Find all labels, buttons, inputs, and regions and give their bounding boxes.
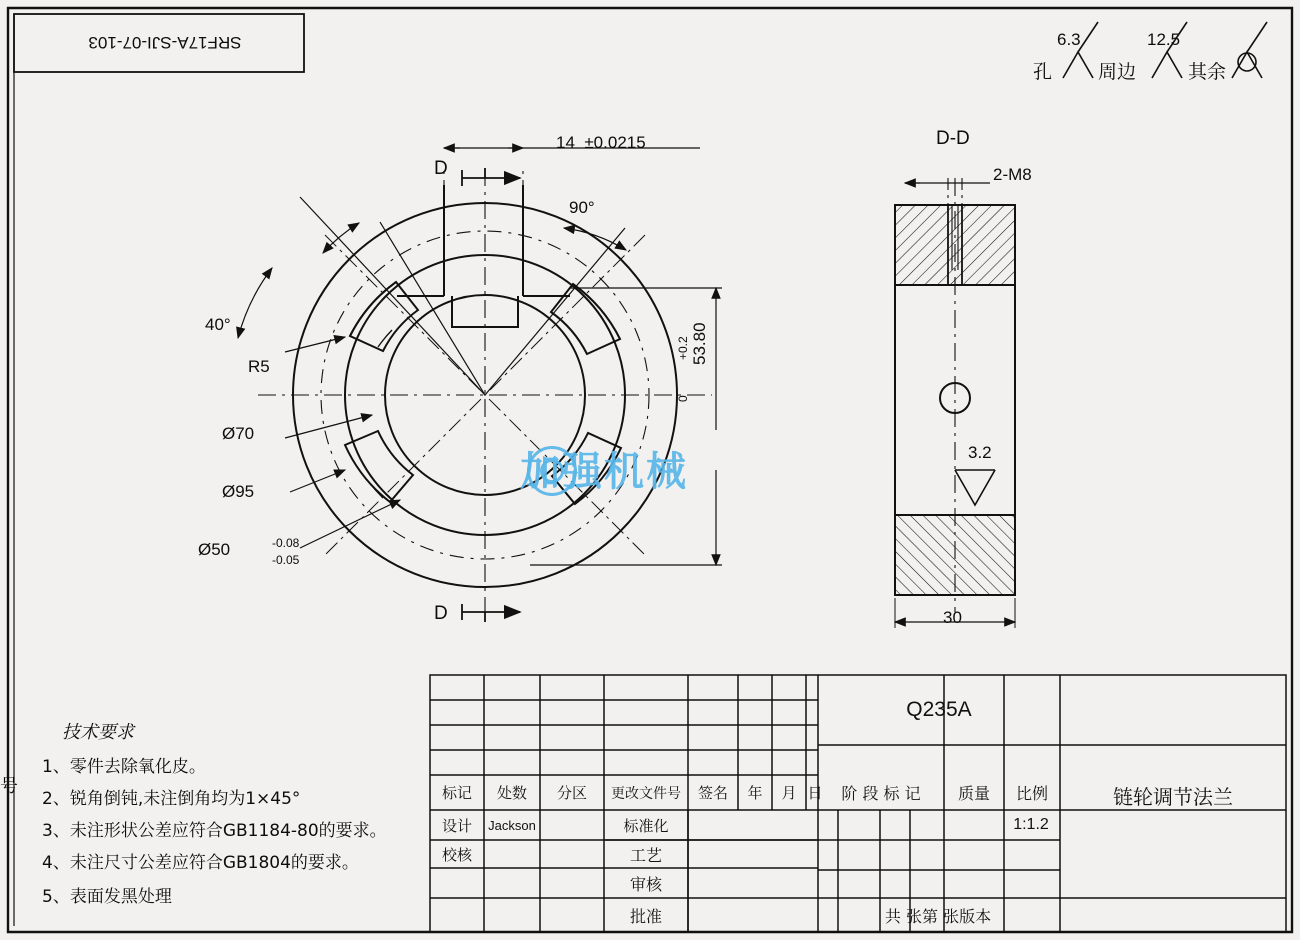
tb-header-stage-mark: 阶 段 标 记: [841, 784, 921, 803]
perimeter-roughness-label: 周边: [1098, 61, 1137, 83]
tb-label-process: 工艺: [629, 845, 662, 865]
tb-label-standardization: 标准化: [623, 816, 669, 835]
dim-angle-40: 40°: [205, 315, 231, 334]
dim-53-80-lower-tol: 0: [676, 395, 690, 402]
tb-scale-value: 1:1.2: [1013, 816, 1049, 833]
dim-53-80: 53.80: [690, 322, 709, 365]
tb-header-qty: 处数: [496, 784, 527, 802]
thread-note-2-m8: 2-M8: [993, 165, 1032, 184]
tb-header-day: 日: [807, 784, 823, 802]
dim-width-14: 14 ±0.0215: [556, 133, 646, 152]
tech-req-item-3: 3、未注形状公差应符合GB1184-80的要求。: [42, 821, 387, 841]
section-mark-d-top: D: [434, 158, 448, 179]
tb-header-zone: 分区: [556, 784, 587, 802]
dim-30: 30: [943, 608, 962, 627]
watermark-text: 加强机械: [520, 449, 688, 495]
tb-header-quality: 质量: [957, 784, 990, 803]
tb-material: Q235A: [906, 698, 972, 721]
dim-d50-upper-tol: -0.08: [272, 536, 300, 550]
dim-53-80-upper-tol: +0.2: [676, 336, 690, 360]
drawing-number: SRF17A-SJI-07-103: [88, 33, 242, 52]
tech-req-item-5: 5、表面发黑处理: [42, 887, 172, 907]
section-view-title: D-D: [936, 128, 970, 149]
dim-d95: Ø95: [222, 482, 255, 501]
roughness-3-2: 3.2: [968, 443, 992, 462]
tb-header-year: 年: [747, 784, 763, 802]
tb-label-review: 审核: [629, 874, 662, 894]
tb-header-scale: 比例: [1015, 784, 1048, 803]
dim-d50: Ø50: [198, 540, 231, 559]
tech-req-item-4: 4、未注尺寸公差应符合GB1804的要求。: [42, 853, 359, 873]
tb-label-check: 校核: [441, 845, 472, 864]
tb-header-mark: 标记: [441, 784, 472, 802]
tb-label-design: 设计: [441, 816, 472, 835]
tech-req-title: 技术要求: [62, 722, 134, 743]
hole-roughness-label: 孔: [1033, 61, 1053, 83]
tb-sheet-note: 共 张第 张版本: [884, 906, 992, 926]
dim-d70: Ø70: [222, 424, 255, 443]
hole-roughness-value: 6.3: [1057, 30, 1081, 49]
dim-r5: R5: [248, 357, 270, 376]
left-edge-char: 号: [0, 776, 18, 797]
tb-header-month: 月: [781, 784, 797, 802]
perimeter-roughness-value: 12.5: [1147, 30, 1181, 49]
tech-req-item-1: 1、零件去除氧化皮。: [42, 757, 206, 777]
dim-d50-lower-tol: -0.05: [272, 553, 300, 567]
tb-part-name: 链轮调节法兰: [1113, 784, 1233, 809]
tb-header-change-doc: 更改文件号: [611, 785, 681, 802]
tb-label-approve: 批准: [629, 906, 662, 926]
dim-angle-90: 90°: [569, 198, 595, 217]
tb-value-design: Jackson: [488, 817, 536, 833]
section-mark-d-bottom: D: [434, 603, 448, 624]
rest-roughness-label: 其余: [1188, 61, 1227, 83]
tb-header-signature: 签名: [697, 784, 728, 802]
tech-req-item-2: 2、锐角倒钝,未注倒角均为1×45°: [42, 789, 301, 809]
